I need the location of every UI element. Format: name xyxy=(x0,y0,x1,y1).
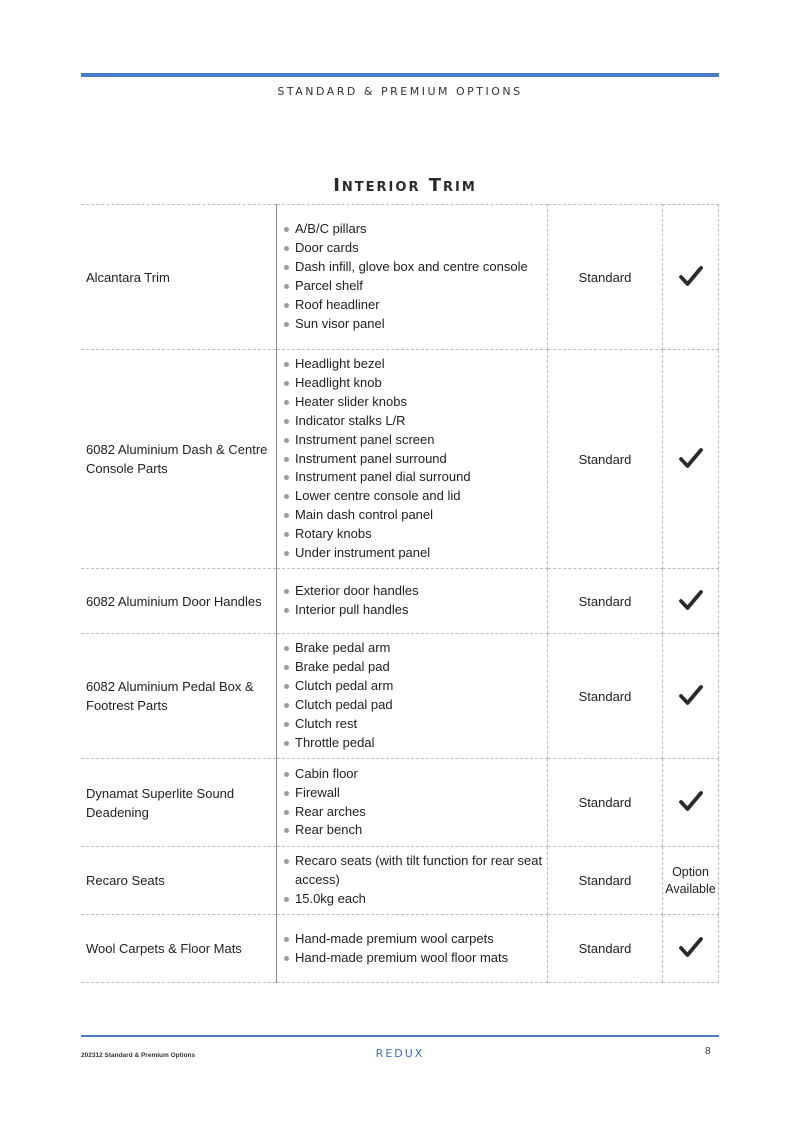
list-item: A/B/C pillars xyxy=(281,220,547,239)
checkmark-icon xyxy=(679,936,703,961)
availability-cell xyxy=(663,759,719,847)
feature-items xyxy=(277,915,548,983)
feature-items xyxy=(277,847,548,915)
list-item: Hand-made premium wool floor mats xyxy=(281,949,547,968)
list-item: Rotary knobs xyxy=(281,525,547,544)
list-item: Clutch pedal arm xyxy=(281,677,547,696)
checkmark-icon xyxy=(679,265,703,290)
section-title: Interior Trim xyxy=(333,175,477,196)
feature-items xyxy=(277,205,548,350)
header-rule xyxy=(81,73,719,77)
feature-name: Alcantara Trim xyxy=(81,205,277,350)
list-item: Sun visor panel xyxy=(281,315,547,334)
footer-rule xyxy=(81,1035,719,1037)
feature-items xyxy=(277,759,548,847)
standard-label: Standard xyxy=(548,569,663,634)
feature-name: Dynamat Superlite Sound Deadening xyxy=(81,759,277,847)
list-item: Under instrument panel xyxy=(281,544,547,563)
list-item: Instrument panel surround xyxy=(281,450,547,469)
feature-items xyxy=(277,634,548,759)
list-item: Indicator stalks L/R xyxy=(281,412,547,431)
checkmark-icon xyxy=(679,589,703,614)
option-available-label xyxy=(663,847,719,915)
list-item: Interior pull handles xyxy=(281,601,547,620)
item-list xyxy=(281,765,547,841)
list-item: Rear arches xyxy=(281,803,547,822)
list-item: Brake pedal arm xyxy=(281,639,547,658)
list-item: Headlight bezel xyxy=(281,355,547,374)
list-item: Recaro seats (with tilt function for rear seat access) xyxy=(281,852,547,890)
table-row xyxy=(81,205,719,350)
list-item: Headlight knob xyxy=(281,374,547,393)
availability-cell xyxy=(663,634,719,759)
item-list xyxy=(281,930,547,968)
table-row xyxy=(81,569,719,634)
availability-cell xyxy=(663,205,719,350)
option-available-text: Option Available xyxy=(665,864,716,896)
feature-name: 6082 Aluminium Door Handles xyxy=(81,569,277,634)
list-item: Exterior door handles xyxy=(281,582,547,601)
table-row xyxy=(81,847,719,915)
list-item: Clutch rest xyxy=(281,715,547,734)
list-item: Firewall xyxy=(281,784,547,803)
feature-items xyxy=(277,350,548,569)
list-item: Clutch pedal pad xyxy=(281,696,547,715)
availability-cell xyxy=(663,350,719,569)
list-item: Lower centre console and lid xyxy=(281,487,547,506)
table-row xyxy=(81,915,719,983)
list-item: 15.0kg each xyxy=(281,890,547,909)
list-item: Rear bench xyxy=(281,821,547,840)
standard-label: Standard xyxy=(548,205,663,350)
standard-label: Standard xyxy=(548,915,663,983)
table-row xyxy=(81,759,719,847)
footer-doc-ref: 202312 Standard & Premium Options xyxy=(81,1052,196,1059)
feature-name: 6082 Aluminium Pedal Box & Footrest Parts xyxy=(81,634,277,759)
list-item: Door cards xyxy=(281,239,547,258)
list-item: Cabin floor xyxy=(281,765,547,784)
list-item: Roof headliner xyxy=(281,296,547,315)
standard-label: Standard xyxy=(548,847,663,915)
list-item: Hand-made premium wool carpets xyxy=(281,930,547,949)
list-item: Parcel shelf xyxy=(281,277,547,296)
list-item: Heater slider knobs xyxy=(281,393,547,412)
standard-label: Standard xyxy=(548,350,663,569)
feature-name: Recaro Seats xyxy=(81,847,277,915)
standard-label: Standard xyxy=(548,634,663,759)
header-title: STANDARD & PREMIUM OPTIONS xyxy=(277,85,523,98)
checkmark-icon xyxy=(679,790,703,815)
footer-brand: REDUX xyxy=(375,1047,425,1060)
item-list xyxy=(281,639,547,752)
checkmark-icon xyxy=(679,684,703,709)
availability-cell xyxy=(663,915,719,983)
item-list xyxy=(281,582,547,620)
item-list xyxy=(281,220,547,333)
table-row xyxy=(81,350,719,569)
feature-name: Wool Carpets & Floor Mats xyxy=(81,915,277,983)
list-item: Instrument panel screen xyxy=(281,431,547,450)
list-item: Brake pedal pad xyxy=(281,658,547,677)
interior-trim-table xyxy=(81,204,719,983)
list-item: Dash infill, glove box and centre console xyxy=(281,258,547,277)
item-list xyxy=(281,355,547,563)
feature-name: 6082 Aluminium Dash & Centre Console Parts xyxy=(81,350,277,569)
list-item: Main dash control panel xyxy=(281,506,547,525)
list-item: Instrument panel dial surround xyxy=(281,468,547,487)
page-number: 8 xyxy=(705,1046,711,1057)
standard-label: Standard xyxy=(548,759,663,847)
checkmark-icon xyxy=(679,447,703,472)
availability-cell xyxy=(663,569,719,634)
item-list xyxy=(281,852,547,909)
table-row xyxy=(81,634,719,759)
feature-items xyxy=(277,569,548,634)
list-item: Throttle pedal xyxy=(281,734,547,753)
